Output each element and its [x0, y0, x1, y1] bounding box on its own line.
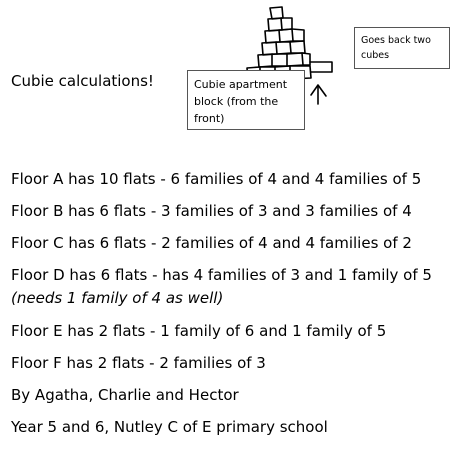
page-title: Cubie calculations!	[11, 72, 154, 90]
back-callout-line: cubes	[361, 50, 390, 61]
floor-d-line: Floor D has 6 flats - has 4 families of 3 and 1 family of 5	[11, 266, 432, 284]
floor-e-line: Floor E has 2 flats - 1 family of 6 and 1 family of 5	[11, 322, 387, 340]
floor-c-line: Floor C has 6 flats - 2 families of 4 and 4 families of 2	[11, 234, 412, 252]
building-callout	[187, 70, 305, 130]
building-callout-line: Cubie apartment	[194, 78, 288, 91]
floor-a-line: Floor A has 10 flats - 6 families of 4 and 4 families of 5	[11, 170, 422, 188]
back-callout	[354, 27, 450, 69]
building-callout-line: block (from the	[194, 95, 279, 108]
authors-line: By Agatha, Charlie and Hector	[11, 386, 239, 404]
floor-b-line: Floor B has 6 flats - 3 families of 3 and 3 families of 4	[11, 202, 412, 220]
floor-f-line: Floor F has 2 flats - 2 families of 3	[11, 354, 266, 372]
building-callout-line: front)	[194, 112, 225, 125]
floor-d-note: (needs 1 family of 4 as well)	[11, 289, 224, 307]
school-line: Year 5 and 6, Nutley C of E primary school	[11, 418, 328, 436]
back-callout-line: Goes back two	[361, 35, 431, 46]
